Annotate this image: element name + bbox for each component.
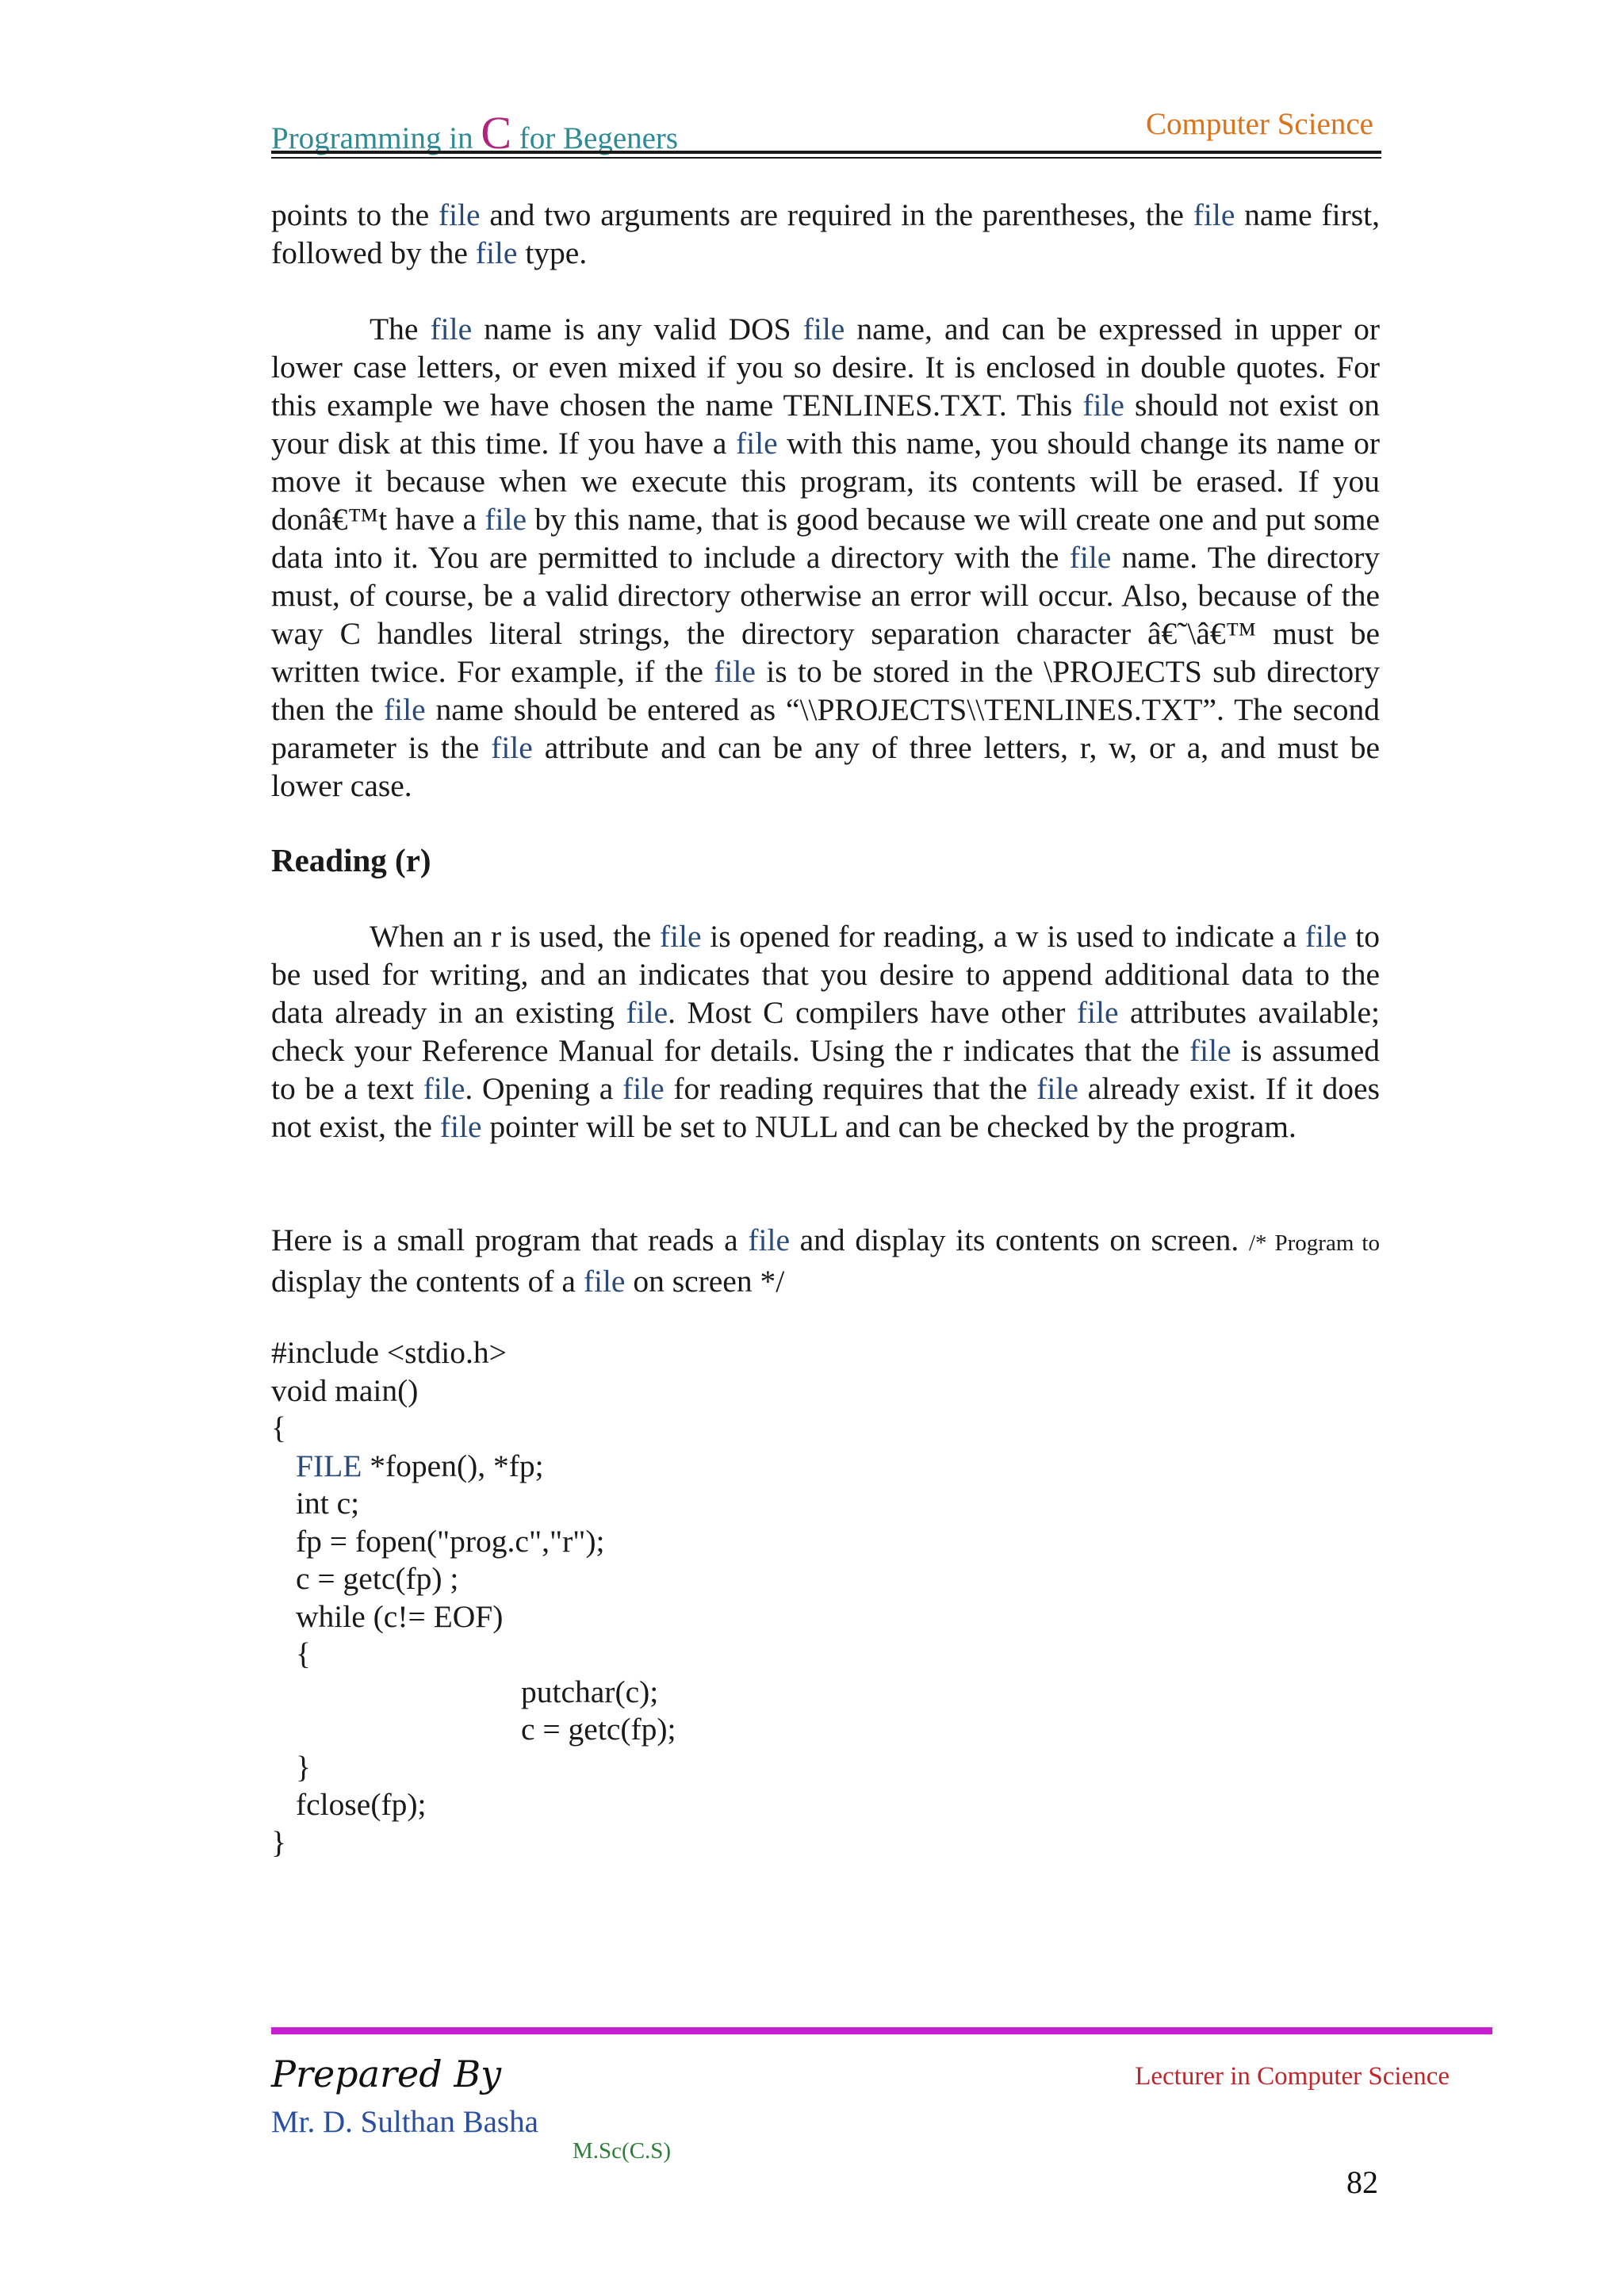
code-line: putchar(c); xyxy=(521,1674,659,1709)
code-line: fclose(fp); xyxy=(296,1787,427,1822)
file-keyword: file xyxy=(438,197,481,232)
file-keyword: file xyxy=(736,426,778,461)
code-line: } xyxy=(271,1824,286,1860)
file-keyword: FILE xyxy=(296,1448,362,1483)
file-keyword: file xyxy=(1076,995,1119,1030)
file-keyword: file xyxy=(383,692,426,727)
file-keyword: file xyxy=(439,1109,482,1144)
file-keyword: file xyxy=(626,995,668,1030)
code-line: c = getc(fp) ; xyxy=(296,1561,459,1596)
file-keyword: file xyxy=(622,1071,665,1106)
code-line: void main() xyxy=(271,1372,419,1408)
file-keyword: file xyxy=(475,235,518,270)
code-line: fp = fopen("prog.c","r"); xyxy=(296,1523,605,1559)
header-rule-thin xyxy=(271,157,1381,159)
file-keyword: file xyxy=(583,1264,626,1299)
footer-author: Mr. D. Sulthan Basha xyxy=(271,2105,538,2139)
file-keyword: file xyxy=(1036,1071,1078,1106)
code-line: FILE *fopen(), *fp; xyxy=(296,1448,544,1483)
code-line: { xyxy=(296,1636,311,1671)
footer-prepared-by: Prepared By xyxy=(271,2053,502,2095)
code-line: while (c!= EOF) xyxy=(296,1598,504,1634)
header-title-c: C xyxy=(481,107,512,159)
file-keyword: file xyxy=(714,654,756,689)
footer-role: Lecturer in Computer Science xyxy=(1135,2062,1450,2091)
file-keyword: file xyxy=(485,502,527,537)
file-keyword: file xyxy=(1189,1033,1231,1068)
paragraph-file-arguments: points to the file and two arguments are required in the parentheses, the file name first, followed by the file type. xyxy=(271,197,1380,270)
paragraph-reading-mode: When an r is used, the file is opened for reading, a w is used to indicate a file to be used for writing, and an indicates that you desire to append additional data to the data already in an existing file. Most C compilers have other file attributes available; check your Reference Manual for details. Using the r indicates that the file is assumed to be a text file. Opening a file for reading requires that the file already exist. If it does not exist, the file pointer will be set to NULL and can be checked by the program. xyxy=(271,919,1380,1144)
code-line: int c; xyxy=(296,1486,360,1521)
footer-degree: M.Sc(C.S) xyxy=(573,2138,672,2164)
paragraph-file-name: The file name is any valid DOS file name, and can be expressed in upper or lower case letters, or even mixed if you so desire. It is enclosed in double quotes. For this example we have chosen the name TENLINES.TXT. This file should not exist on your disk at this time. If you have a file with this name, you should change its name or move it because when we execute this program, its contents will be erased. If you donâ€™t have a file by this name, that is good because we will create one and put some data into it. You are permitted to include a directory with the file name. The directory must, of course, be a valid directory otherwise an error will occur. Also, because of the way C handles literal strings, the directory separation character â€˜\â€™ must be written twice. For example, if the file is to be stored in the \PROJECTS sub directory then the file name should be entered as “\\PROJECTS\\TENLINES.TXT”. The second parameter is the file attribute and can be any of three letters, r, w, or a, and must be lower case. xyxy=(271,312,1381,803)
file-keyword: file xyxy=(802,312,845,346)
file-keyword: file xyxy=(659,919,702,954)
file-keyword: file xyxy=(491,730,533,765)
file-keyword: file xyxy=(423,1071,465,1106)
code-line: #include <stdio.h> xyxy=(271,1335,507,1370)
file-keyword: file xyxy=(1304,919,1347,954)
code-line: } xyxy=(296,1749,311,1785)
code-line: { xyxy=(271,1410,286,1445)
section-heading-reading: Reading (r) xyxy=(271,842,431,878)
footer-rule xyxy=(271,2027,1492,2034)
file-keyword: file xyxy=(1082,388,1124,423)
file-keyword: file xyxy=(748,1223,790,1257)
code-line: c = getc(fp); xyxy=(521,1712,676,1747)
file-keyword: file xyxy=(1193,197,1235,232)
comment-start: /* Program to xyxy=(1248,1230,1380,1256)
header-title-suffix: for Begeners xyxy=(511,121,679,155)
header-rule-thick xyxy=(271,151,1381,154)
paragraph-program-intro: Here is a small program that reads a file and display its contents on screen. /* Program to display the contents of a file on screen */ xyxy=(271,1223,1380,1299)
page-number: 82 xyxy=(1346,2164,1378,2200)
header-subject: Computer Science xyxy=(1146,107,1373,141)
header-title-prefix: Programming in xyxy=(271,121,481,155)
file-keyword: file xyxy=(1069,540,1112,575)
file-keyword: file xyxy=(430,312,473,346)
code-listing xyxy=(271,1334,1302,1862)
